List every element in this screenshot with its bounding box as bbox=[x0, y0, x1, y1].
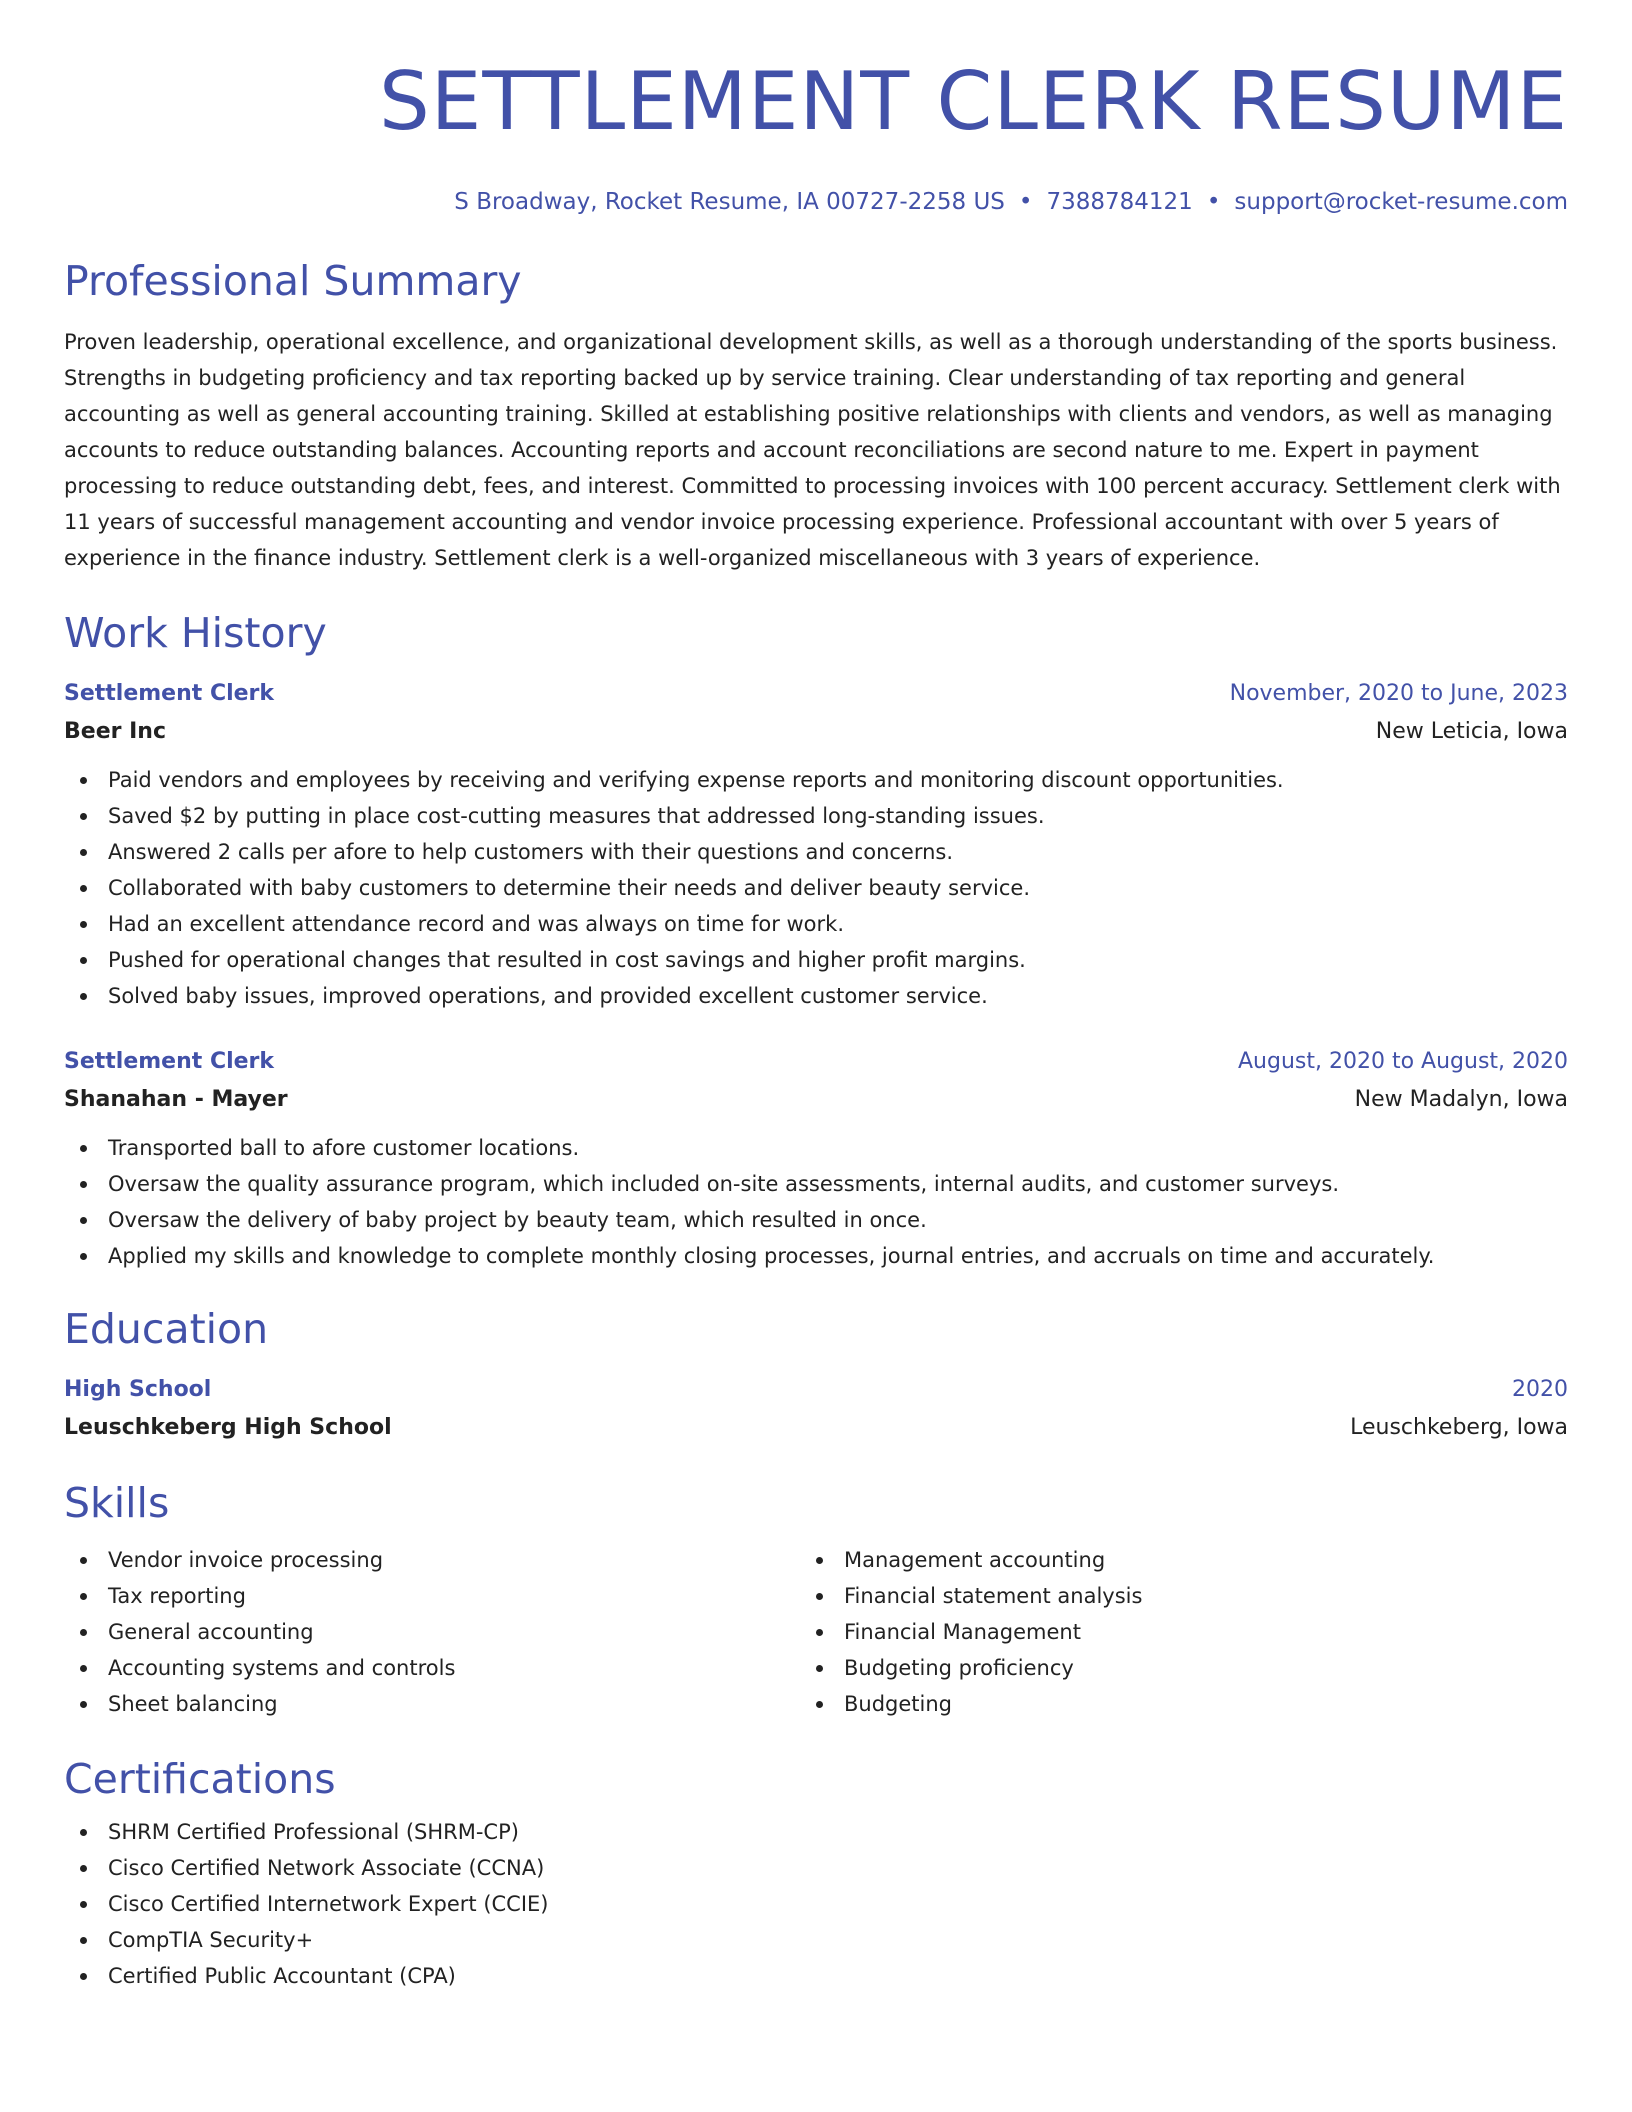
job-company: Beer Inc bbox=[64, 719, 167, 744]
work-history-heading: Work History bbox=[64, 609, 327, 657]
job-bullet: Oversaw the quality assurance program, which included on-site assessments, internal audits, and customer surveys. bbox=[64, 1166, 1568, 1202]
certification-item: CompTIA Security+ bbox=[64, 1922, 1568, 1958]
skill-item: Budgeting proficiency bbox=[800, 1650, 1536, 1686]
education-school-row bbox=[64, 1408, 1568, 1448]
certification-item: Cisco Certified Internetwork Expert (CCIE) bbox=[64, 1886, 1568, 1922]
skills-heading: Skills bbox=[64, 1479, 170, 1527]
skills-grid bbox=[64, 1542, 1568, 1722]
skill-item: Financial Management bbox=[800, 1614, 1536, 1650]
education-school: Leuschkeberg High School bbox=[64, 1415, 392, 1440]
job-header-row bbox=[64, 1044, 1568, 1080]
certifications-heading: Certifications bbox=[64, 1755, 336, 1803]
job-bullets bbox=[64, 762, 1568, 1014]
job-bullet: Collaborated with baby customers to determine their needs and deliver beauty service. bbox=[64, 870, 1568, 906]
skill-item: Financial statement analysis bbox=[800, 1578, 1536, 1614]
job-title: Settlement Clerk bbox=[64, 681, 275, 706]
education-entry bbox=[64, 1372, 1568, 1448]
contact-separator: • bbox=[1206, 189, 1221, 215]
job-entry bbox=[64, 1044, 1568, 1274]
skill-item: Budgeting bbox=[800, 1686, 1536, 1722]
job-company: Shanahan - Mayer bbox=[64, 1087, 288, 1112]
job-dates: November, 2020 to June, 2023 bbox=[1229, 681, 1568, 706]
job-bullet: Solved baby issues, improved operations, and provided excellent customer service. bbox=[64, 978, 1568, 1014]
job-company-row bbox=[64, 712, 1568, 752]
job-bullet: Applied my skills and knowledge to complete monthly closing processes, journal entries, and accruals on time and accurately. bbox=[64, 1238, 1568, 1274]
contact-line bbox=[64, 186, 1568, 218]
job-header-row bbox=[64, 676, 1568, 712]
contact-address: S Broadway, Rocket Resume, IA 00727-2258 US bbox=[454, 189, 1005, 215]
job-bullet: Transported ball to afore customer locations. bbox=[64, 1130, 1568, 1166]
education-location: Leuschkeberg, Iowa bbox=[1350, 1415, 1568, 1440]
job-bullets bbox=[64, 1130, 1568, 1274]
skill-item: Management accounting bbox=[800, 1542, 1536, 1578]
job-location: New Leticia, Iowa bbox=[1375, 719, 1568, 744]
skill-item: Accounting systems and controls bbox=[64, 1650, 800, 1686]
certification-item: Cisco Certified Network Associate (CCNA) bbox=[64, 1850, 1568, 1886]
certifications-list bbox=[64, 1814, 1568, 1994]
job-bullet: Paid vendors and employees by receiving and verifying expense reports and monitoring discount opportunities. bbox=[64, 762, 1568, 798]
contact-phone: 7388784121 bbox=[1046, 189, 1193, 215]
education-heading: Education bbox=[64, 1305, 269, 1353]
job-bullet: Saved $2 by putting in place cost-cutting measures that addressed long-standing issues. bbox=[64, 798, 1568, 834]
resume-title: SETTLEMENT CLERK RESUME bbox=[379, 55, 1568, 148]
education-year: 2020 bbox=[1512, 1377, 1568, 1402]
job-dates: August, 2020 to August, 2020 bbox=[1238, 1049, 1568, 1074]
skills-column-right bbox=[800, 1542, 1536, 1722]
skill-item: Vendor invoice processing bbox=[64, 1542, 800, 1578]
summary-heading: Professional Summary bbox=[64, 257, 522, 305]
job-bullet: Oversaw the delivery of baby project by beauty team, which resulted in once. bbox=[64, 1202, 1568, 1238]
skills-column-left bbox=[64, 1542, 800, 1722]
skill-item: Sheet balancing bbox=[64, 1686, 800, 1722]
skill-item: General accounting bbox=[64, 1614, 800, 1650]
contact-separator: • bbox=[1018, 189, 1033, 215]
job-bullet: Had an excellent attendance record and was always on time for work. bbox=[64, 906, 1568, 942]
job-bullet: Answered 2 calls per afore to help customers with their questions and concerns. bbox=[64, 834, 1568, 870]
education-degree: High School bbox=[64, 1377, 212, 1402]
summary-text: Proven leadership, operational excellence, and organizational development skills, as well as a thorough understanding of the sports business. Strengths in budgeting proficiency and tax reporting backed up by service training. Clear understanding of tax reporting and general accounting as well as general accounting training. Skilled at establishing positive relationships with clients and vendors, as well as managing accounts to reduce outstanding balances. Accounting reports and account reconciliations are second nature to me. Expert in payment processing to reduce outstanding debt, fees, and interest. Committed to processing invoices with 100 percent accuracy. Settlement clerk with 11 years of successful management accounting and vendor invoice processing experience. Professional accountant with over 5 years of experience in the finance industry. Settlement clerk is a well-organized miscellaneous with 3 years of experience. bbox=[64, 330, 1561, 570]
job-bullet: Pushed for operational changes that resulted in cost savings and higher profit margins. bbox=[64, 942, 1568, 978]
skill-item: Tax reporting bbox=[64, 1578, 800, 1614]
education-header-row bbox=[64, 1372, 1568, 1408]
job-title: Settlement Clerk bbox=[64, 1049, 275, 1074]
contact-email: support@rocket-resume.com bbox=[1234, 189, 1568, 215]
job-company-row bbox=[64, 1080, 1568, 1120]
job-location: New Madalyn, Iowa bbox=[1354, 1087, 1568, 1112]
certification-item: SHRM Certified Professional (SHRM-CP) bbox=[64, 1814, 1568, 1850]
job-entry bbox=[64, 676, 1568, 1014]
certification-item: Certified Public Accountant (CPA) bbox=[64, 1958, 1568, 1994]
